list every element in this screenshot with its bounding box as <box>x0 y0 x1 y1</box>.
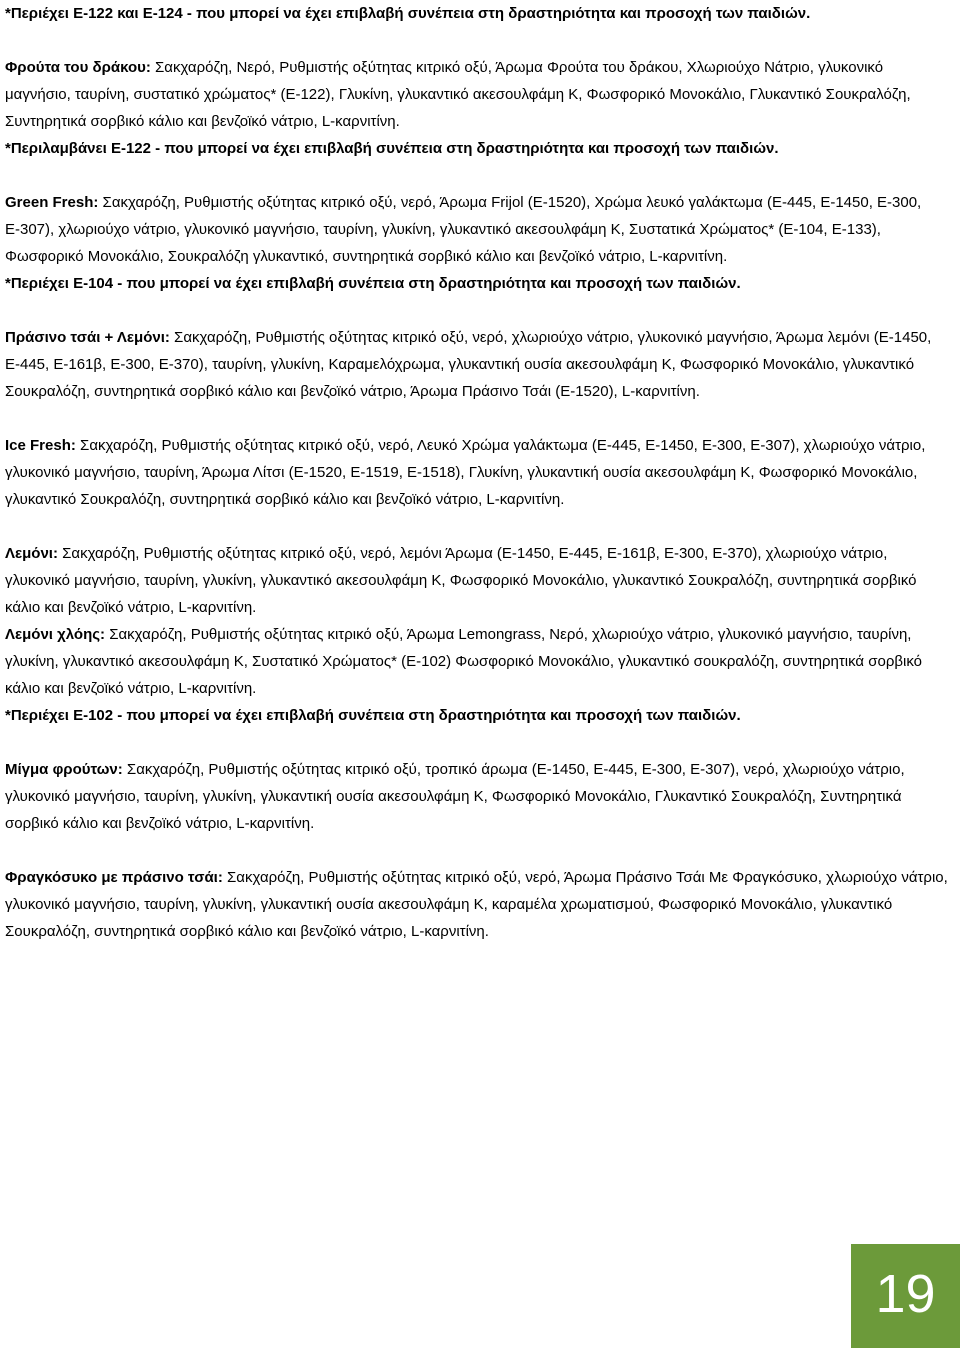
ingredient-text: Σακχαρόζη, Ρυθμιστής οξύτητας κιτρικό οξύ, νερό, λεμόνι Άρωμα (Ε-1450, Ε-445, Ε-161β, Ε-300, Ε-370), χλωριούχο νάτριο, γλυκονικό μαγνήσιο, ταυρίνη, γλυκίνη, γλυκαντικό ακεσουλφάμη Κ, Φωσφορικό Μονοκάλιο, γλυκαντικό Σουκραλόζη, συντηρητικά σορβικό κάλιο και βενζοϊκό νάτριο, L-καρνιτίνη. <box>5 545 917 616</box>
warning-text: *Περιέχει Ε-104 - που μπορεί να έχει επιβλαβή συνέπεια στη δραστηριότητα και προσοχή των παιδιών. <box>5 275 741 292</box>
ingredient-label: Φραγκόσυκο με πράσινο τσάι: <box>5 869 223 886</box>
ingredient-text: Σακχαρόζη, Ρυθμιστής οξύτητας κιτρικό οξύ, Άρωμα Lemongrass, Νερό, χλωριούχο νάτριο, γλυκονικό μαγνήσιο, ταυρίνη, γλυκίνη, γλυκαντικό ακεσουλφάμη Κ, Συστατικό Χρώματος* (Ε-102) Φωσφορικό Μονοκάλιο, γλυκαντικό σουκραλόζη, συντηρητικά σορβικό κάλιο και βενζοϊκό νάτριο, L-καρνιτίνη. <box>5 626 922 697</box>
ingredient-paragraph <box>5 864 950 945</box>
ingredient-label: Φρούτα του δράκου: <box>5 59 151 76</box>
ingredient-paragraph <box>5 621 950 702</box>
ingredient-paragraph <box>5 54 950 135</box>
ingredient-paragraph <box>5 540 950 621</box>
ingredient-text: Σακχαρόζη, Ρυθμιστής οξύτητας κιτρικό οξύ, νερό, χλωριούχο νάτριο, γλυκονικό μαγνήσιο, Άρωμα λεμόνι (Ε-1450, Ε-445, Ε-161β, Ε-300, Ε-370), ταυρίνη, γλυκίνη, Καραμελόχρωμα, γλυκαντική ουσία ακεσουλφάμη Κ, Φωσφορικό Μονοκάλιο, γλυκαντικό Σουκραλόζη, συντηρητικά σορβικό κάλιο και βενζοϊκό νάτριο, Άρωμα Πράσινο Τσάι (Ε-1520), L-καρνιτίνη. <box>5 329 932 400</box>
ingredient-text: Σακχαρόζη, Νερό, Ρυθμιστής οξύτητας κιτρικό οξύ, Άρωμα Φρούτα του δράκου, Χλωριούχο Νάτριο, γλυκονικό μαγνήσιο, ταυρίνη, συστατικό χρώματος* (E-122), Γλυκίνη, γλυκαντικό ακεσουλφάμη Κ, Φωσφορικό Μονοκάλιο, Γλυκαντικό Σουκραλόζη, Συντηρητικά σορβικό κάλιο και βενζοϊκό νάτριο, L-καρνιτίνη. <box>5 59 911 130</box>
page-number: 19 <box>875 1264 936 1324</box>
ingredient-label: Λεμόνι: <box>5 545 58 562</box>
ingredient-paragraph <box>5 189 950 270</box>
ingredient-label: Green Fresh: <box>5 194 99 211</box>
ingredient-text: Σακχαρόζη, Ρυθμιστής οξύτητας κιτρικό οξύ, τροπικό άρωμα (Ε-1450, Ε-445, Ε-300, Ε-307), νερό, χλωριούχο νάτριο, γλυκονικό μαγνήσιο, ταυρίνη, γλυκίνη, γλυκαντική ουσία ακεσουλφάμη Κ, Φωσφορικό Μονοκάλιο, Γλυκαντικό Σουκραλόζη, Συντηρητικά σορβικό κάλιο και βενζοϊκό νάτριο, L-καρνιτίνη. <box>5 761 905 832</box>
ingredient-label: Μίγμα φρούτων: <box>5 761 123 778</box>
ingredient-text: Σακχαρόζη, Ρυθμιστής οξύτητας κιτρικό οξύ, νερό, Λευκό Χρώμα γαλάκτωμα (Ε-445, Ε-1450, Ε-300, Ε-307), χλωριούχο νάτριο, γλυκονικό μαγνήσιο, ταυρίνη, Άρωμα Λίτσι (Ε-1520, Ε-1519, Ε-1518), Γλυκίνη, γλυκαντική ουσία ακεσουλφάμη Κ, Φωσφορικό Μονοκάλιο, γλυκαντικό Σουκραλόζη, συντηρητικά σορβικό κάλιο και βενζοϊκό νάτριο, L-καρνιτίνη. <box>5 437 926 508</box>
ingredient-label: Πράσινο τσάι + Λεμόνι: <box>5 329 170 346</box>
ingredient-paragraph <box>5 432 950 513</box>
ingredient-text: Σακχαρόζη, Ρυθμιστής οξύτητας κιτρικό οξύ, νερό, Άρωμα Frijol (Ε-1520), Χρώμα λευκό γαλάκτωμα (Ε-445, Ε-1450, Ε-300, Ε-307), χλωριούχο νάτριο, γλυκονικό μαγνήσιο, ταυρίνη, γλυκίνη, γλυκαντικό ακεσουλφάμη Κ, Συστατικά Χρώματος* (Ε-104, Ε-133), Φωσφορικό Μονοκάλιο, Σουκραλόζη γλυκαντικό, συντηρητικά σορβικό κάλιο και βενζοϊκό νάτριο, L-καρνιτίνη. <box>5 194 922 265</box>
ingredient-paragraph <box>5 756 950 837</box>
ingredient-label: Ice Fresh: <box>5 437 76 454</box>
ingredient-paragraph <box>5 324 950 405</box>
warning-text: *Περιέχει Ε-122 και Ε-124 - που μπορεί να έχει επιβλαβή συνέπεια στη δραστηριότητα και προσοχή των παιδιών. <box>5 5 811 22</box>
ingredient-label: Λεμόνι χλόης: <box>5 626 106 643</box>
page-number-badge <box>851 1244 960 1348</box>
ingredient-text: Σακχαρόζη, Ρυθμιστής οξύτητας κιτρικό οξύ, νερό, Άρωμα Πράσινο Τσάι Με Φραγκόσυκο, χλωριούχο νάτριο, γλυκονικό μαγνήσιο, ταυρίνη, γλυκίνη, γλυκαντική ουσία ακεσουλφάμη Κ, καραμέλα χρωματισμού, Φωσφορικό Μονοκάλιο, γλυκαντικό Σουκραλόζη, συντηρητικά σορβικό κάλιο και βενζοϊκό νάτριο, L-καρνιτίνη. <box>5 869 948 940</box>
document-body <box>5 0 950 945</box>
warning-text: *Περιλαμβάνει E-122 - που μπορεί να έχει επιβλαβή συνέπεια στη δραστηριότητα και προσοχή των παιδιών. <box>5 140 779 157</box>
warning-text: *Περιέχει Ε-102 - που μπορεί να έχει επιβλαβή συνέπεια στη δραστηριότητα και προσοχή των παιδιών. <box>5 707 741 724</box>
